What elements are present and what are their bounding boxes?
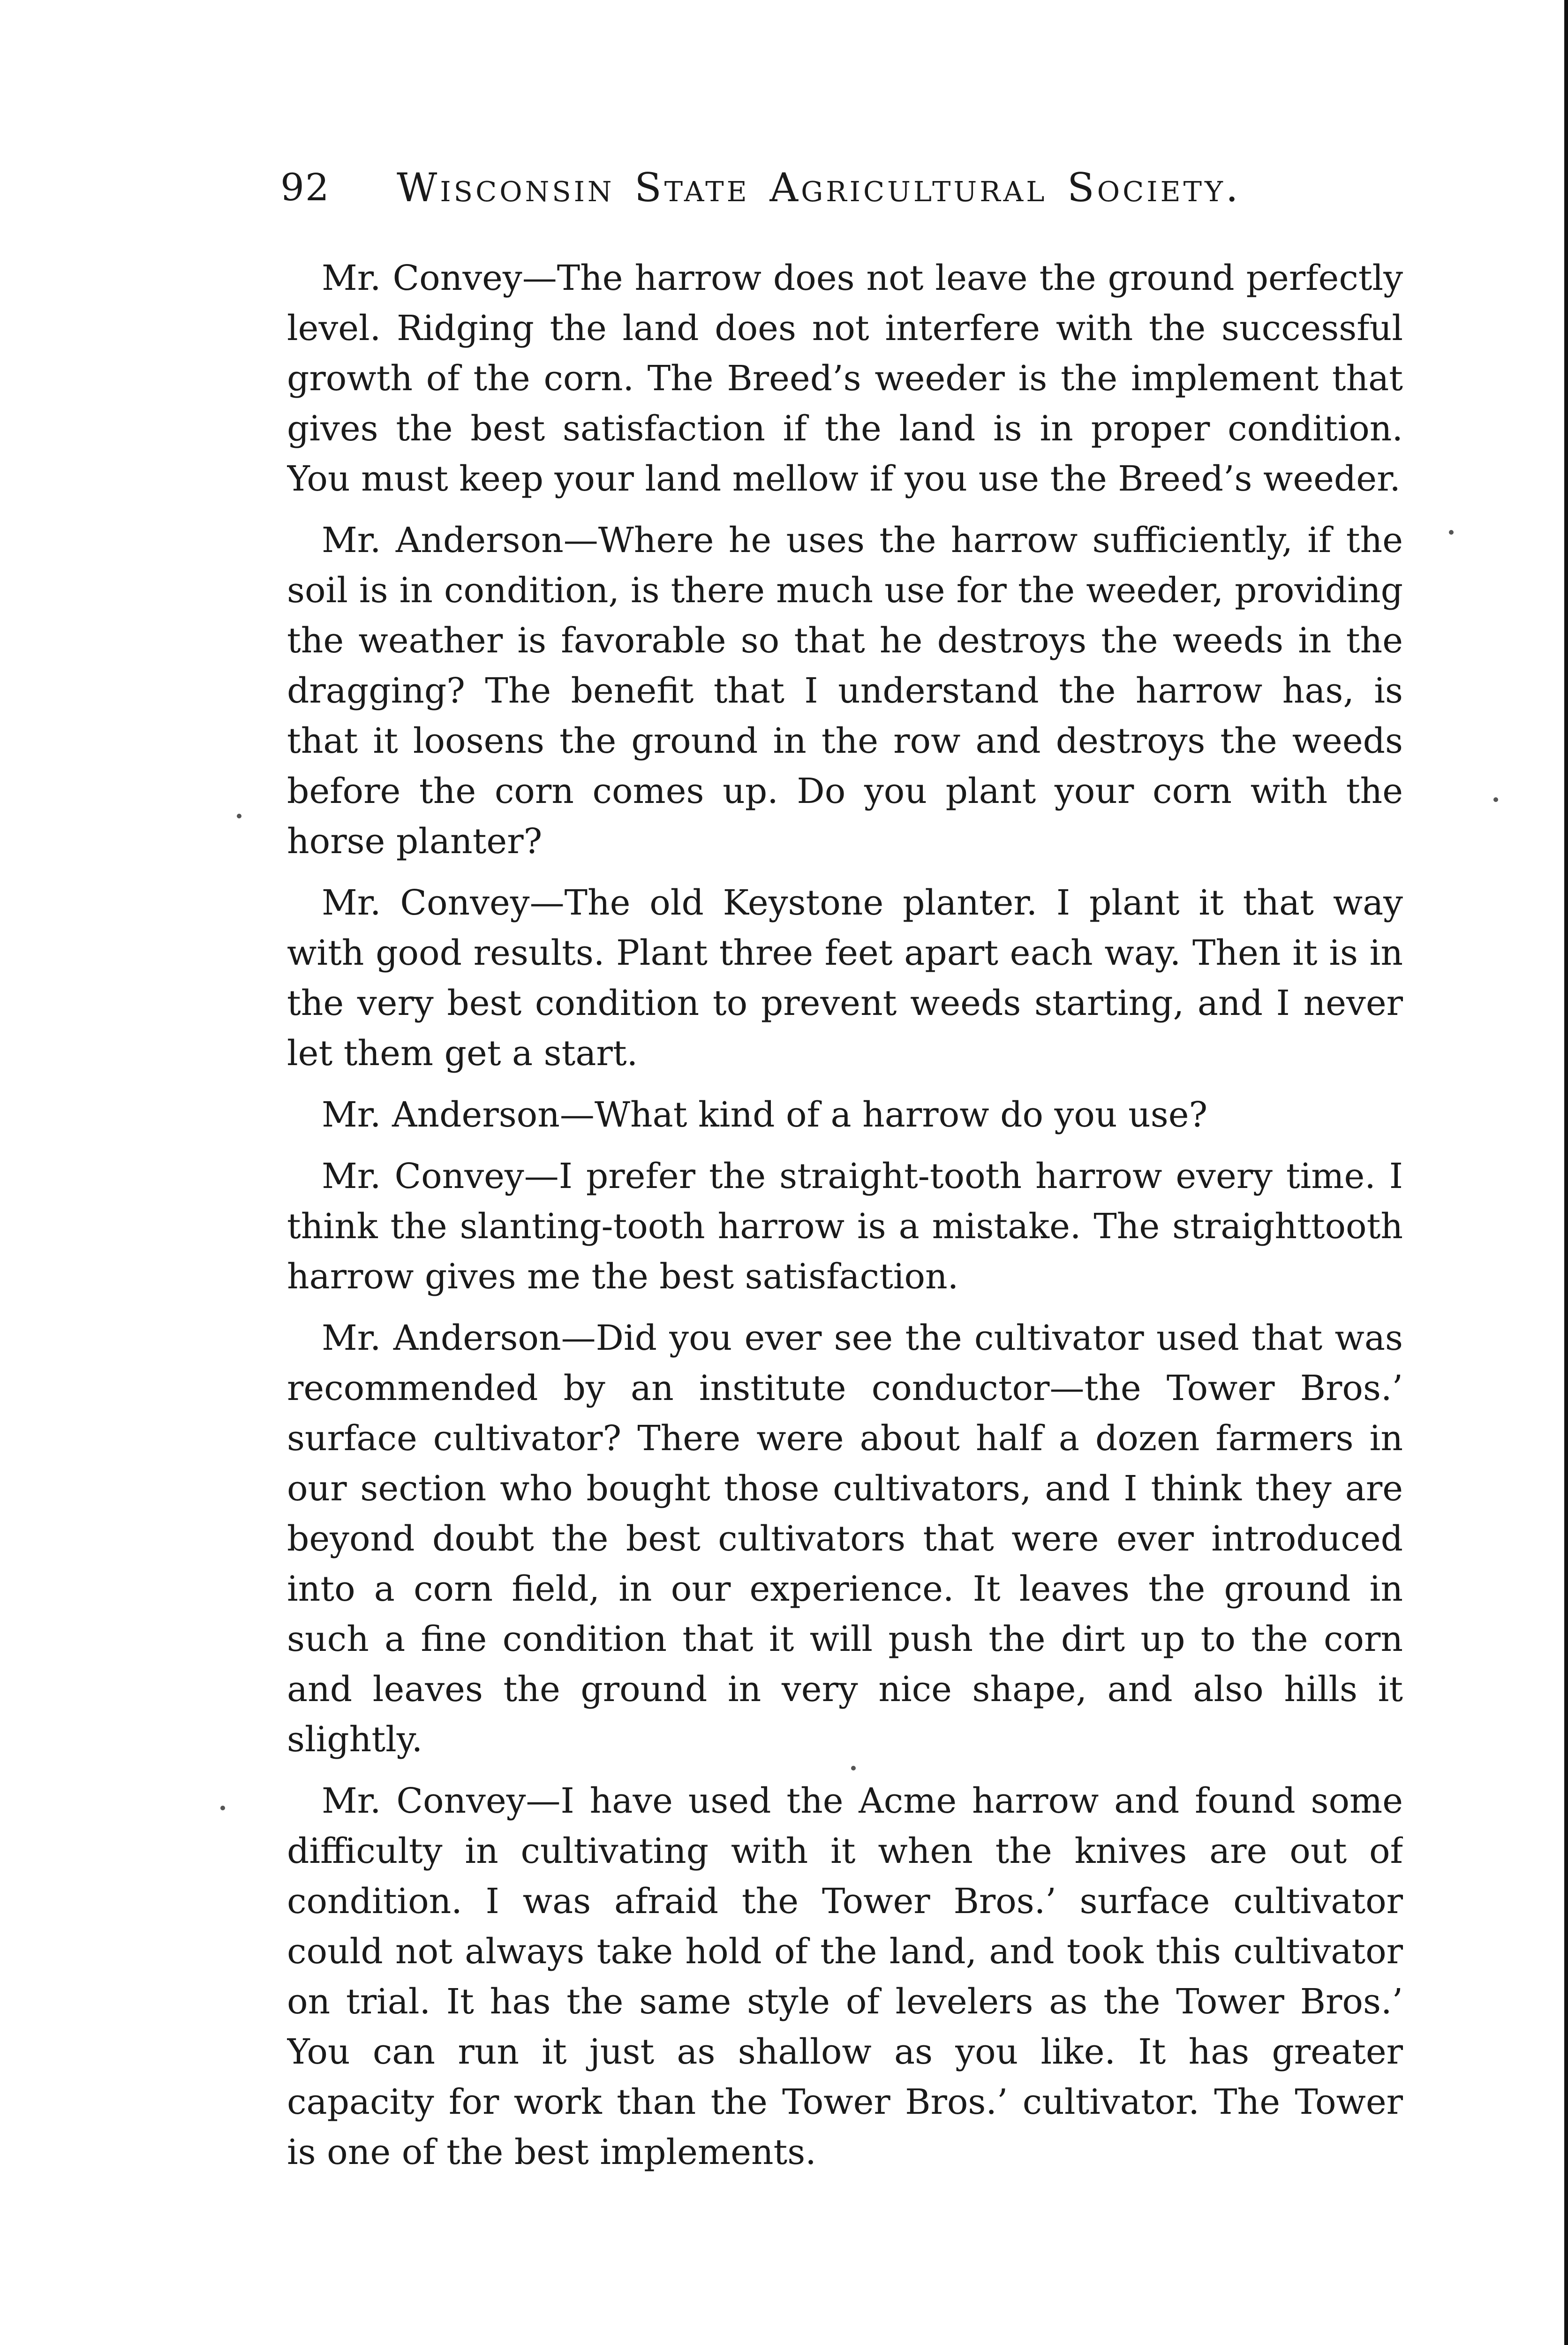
scan-speck [1493,797,1498,802]
paragraph-anderson-weeder: Mr. Anderson—Where he uses the harrow sufficiently, if the soil is in condition, is there much use for the weeder, providing the weather is favorable so that he destroys the weeds in the dragging? The benefit that I understand the harrow has, is that it loosens the ground in the row and destroys the weeds before the corn comes up. Do you plant your corn with the horse planter? [287,520,1403,862]
scan-speck [851,1766,856,1770]
scan-speck [220,1806,225,1810]
paragraph-convey-harrow-level: Mr. Convey—The harrow does not leave the ground perfectly level. Ridging the land does not interfere with the successful growth of the corn. The Breed’s weeder is the implement that gives the best satisfaction if the land is in proper condition. You must keep your land mellow if you use the Breed’s weeder. [287,258,1403,499]
page-number: 92 [280,166,330,209]
paragraph-convey-acme-harrow: Mr. Convey—I have used the Acme harrow and found some difficulty in cultivating with it when the knives are out of condition. I was afraid the Tower Bros.’ surface cultivator could not always take hold of the land, and took this cultivator on trial. It has the same style of levelers as the Tower Bros.’ You can run it just as shallow as you like. It has greater capacity for work than the Tower Bros.’ cultivator. The Tower is one of the best implements. [287,1781,1403,2172]
running-head: Wisconsin State Agricultural Society. [397,165,1241,211]
paragraph-anderson-harrow-kind: Mr. Anderson—What kind of a harrow do you use? [322,1095,1208,1135]
page-body [287,253,1403,2242]
paragraph-convey-keystone-planter: Mr. Convey—The old Keystone planter. I plant it that way with good results. Plant three feet apart each way. Then it is in the very best condition to prevent weeds starting, and I never let them get a start. [287,883,1403,1074]
paragraph-convey-straight-tooth: Mr. Convey—I prefer the straight-tooth harrow every time. I think the slanting-tooth harrow is a mistake. The straighttooth harrow gives me the best satisfaction. [287,1156,1403,1297]
page-header [280,159,1284,216]
paragraph-anderson-tower-cultivator: Mr. Anderson—Did you ever see the cultivator used that was recommended by an institute conductor—the Tower Bros.’ surface cultivator? There were about half a dozen farmers in our section who bought those cultivators, and I think they are beyond doubt the best cultivators that were ever introduced into a corn field, in our experience. It leaves the ground in such a fine condition that it will push the dirt up to the corn and leaves the ground in very nice shape, and also hills it slightly. [287,1318,1403,1760]
scan-speck [237,814,241,818]
scan-speck [1449,530,1454,535]
